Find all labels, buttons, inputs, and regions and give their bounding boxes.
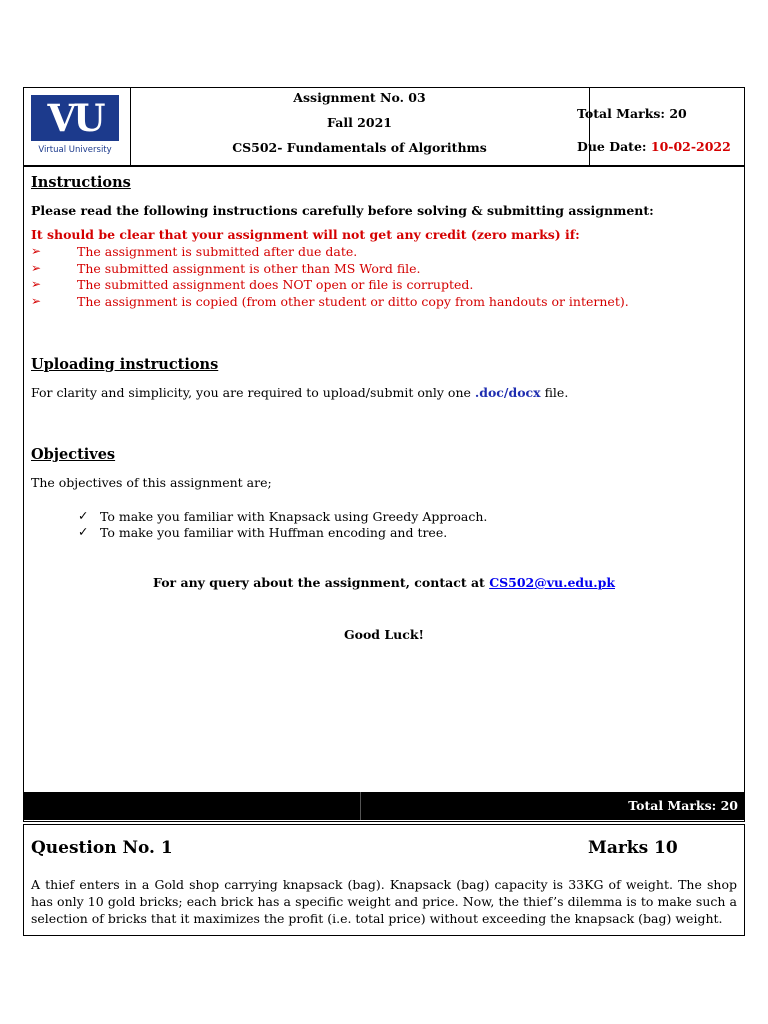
total-marks: Total Marks: 20 (577, 106, 687, 121)
uploading-text-before: For clarity and simplicity, you are required to upload/submit only one (31, 385, 475, 400)
instructions-heading: Instructions (31, 174, 131, 191)
bar-divider (360, 792, 361, 820)
assignment-info-cell (130, 88, 590, 165)
logo-caption: Virtual University (38, 145, 112, 155)
bar-total-marks: Total Marks: 20 (628, 798, 738, 813)
objective-item: To make you familiar with Huffman encoding and tree. (100, 525, 448, 540)
uploading-text (31, 385, 568, 400)
arrow-bullet-icon: ➢ (31, 244, 42, 258)
arrow-bullet-icon: ➢ (31, 261, 42, 275)
question-title: Question No. 1 (31, 838, 173, 858)
contact-text: For any query about the assignment, contact at (153, 575, 490, 590)
contact-email-link[interactable]: CS502@vu.edu.pk (489, 575, 615, 590)
logo-cell (24, 88, 131, 165)
objectives-intro: The objectives of this assignment are; (31, 475, 272, 490)
arrow-bullet-icon: ➢ (31, 277, 42, 291)
question-marks: Marks 10 (588, 838, 678, 858)
course-title: CS502- Fundamentals of Algorithms (232, 140, 487, 155)
checkmark-icon: ✓ (78, 524, 89, 539)
semester: Fall 2021 (327, 115, 392, 130)
objective-item: To make you familiar with Knapsack using Greedy Approach. (100, 509, 488, 524)
logo-letters: VU (47, 96, 103, 140)
total-marks-bar (24, 792, 744, 820)
arrow-bullet-icon: ➢ (31, 294, 42, 308)
header-table (23, 87, 745, 166)
objectives-heading: Objectives (31, 446, 116, 463)
file-type: .doc/docx (474, 385, 541, 400)
good-luck: Good Luck! (343, 627, 425, 642)
contact-line (24, 575, 744, 590)
instruction-item: The assignment is copied (from other student or ditto copy from handouts or internet). (77, 294, 629, 309)
warning-text: It should be clear that your assignment will not get any credit (zero marks) if: (31, 227, 580, 242)
due-date-label: Due Date: (577, 139, 651, 154)
instruction-item: The assignment is submitted after due date. (77, 244, 358, 259)
instruction-item: The submitted assignment is other than MS Word file. (77, 261, 421, 276)
logo-block (31, 95, 119, 141)
question-body: A thief enters in a Gold shop carrying knapsack (bag). Knapsack (bag) capacity is 33KG of weight. The shop has only 10 gold bricks; each brick has a specific weight and price. Now, the thief’s dilemma is to make such a selection of bricks that it maximizes the profit (i.e. total price) without exceeding the knapsack (bag) weight. (31, 877, 737, 926)
assignment-number: Assignment No. 03 (293, 90, 426, 105)
checkmark-icon: ✓ (78, 508, 89, 523)
uploading-heading: Uploading instructions (31, 356, 219, 373)
instruction-item: The submitted assignment does NOT open or file is corrupted. (77, 277, 474, 292)
due-date-value: 10-02-2022 (650, 139, 731, 154)
uploading-text-after: file. (540, 385, 569, 400)
question-box (23, 824, 745, 936)
instructions-box (23, 166, 745, 822)
instructions-intro: Please read the following instructions carefully before solving & submitting assignment: (31, 203, 654, 218)
due-date-line (577, 139, 731, 154)
vu-logo (31, 95, 119, 157)
